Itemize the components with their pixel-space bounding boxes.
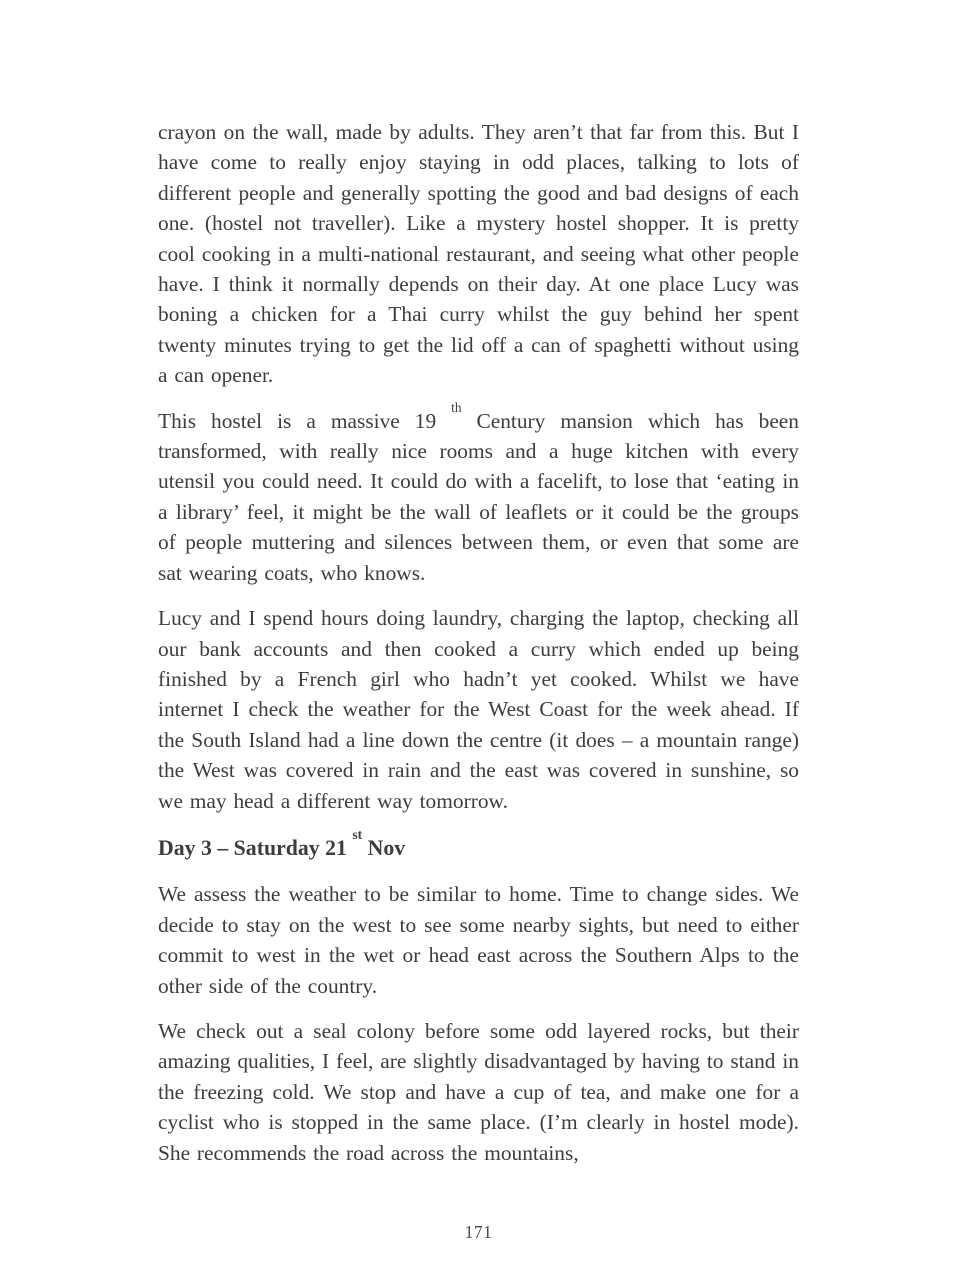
paragraph: crayon on the wall, made by adults. They aren’t that far from this. But I have come to really enjoy staying in odd places, talking to lots of different people and generally spotting the good and bad designs of each one. (hostel not traveller). Like a mystery hostel shopper. It is pretty cool cooking in a multi-national restaurant, and seeing what other people have. I think it normally depends on their day. At one place Lucy was boning a chicken for a Thai curry whilst the guy behind her spent twenty minutes trying to get the lid off a can of spaghetti without using a can opener. — [158, 120, 799, 388]
heading-text: Nov — [362, 835, 406, 860]
section-heading — [158, 827, 799, 863]
page-text-block — [158, 117, 799, 1168]
heading-text: Day 3 – Saturday 21 — [158, 835, 353, 860]
paragraph — [158, 400, 799, 588]
paragraph: We assess the weather to be similar to home. Time to change sides. We decide to stay on the west to see some nearby sights, but need to either commit to west in the wet or head east across the Southern Alps to the other side of the country. — [158, 882, 799, 998]
page-number: 171 — [464, 1222, 493, 1242]
paragraph: Lucy and I spend hours doing laundry, charging the laptop, checking all our bank accounts and then cooked a curry which ended up being finished by a French girl who hadn’t yet cooked. Whilst we have internet I check the weather for the West Coast for the week ahead. If the South Island had a line down the centre (it does – a mountain range) the West was covered in rain and the east was covered in sunshine, so we may head a different way tomorrow. — [158, 606, 799, 813]
ordinal-superscript: th — [451, 400, 462, 416]
paragraph: We check out a seal colony before some odd layered rocks, but their amazing qualities, I feel, are slightly disadvantaged by having to stand in the freezing cold. We stop and have a cup of tea, and make one for a cyclist who is stopped in the same place. (I’m clearly in hostel mode). She recommends the road across the mountains, — [158, 1018, 799, 1165]
ordinal-superscript: st — [352, 827, 363, 843]
paragraph-text: This hostel is a massive 19 — [158, 408, 452, 433]
paragraph-text: Century mansion which has been transformed, with really nice rooms and a huge kitchen with every utensil you could need. It could do with a facelift, to lose that ‘eating in a library’ feel, it might be the wall of leaflets or it could be the groups of people muttering and silences between them, or even that some are sat wearing coats, who knows. — [158, 408, 799, 585]
